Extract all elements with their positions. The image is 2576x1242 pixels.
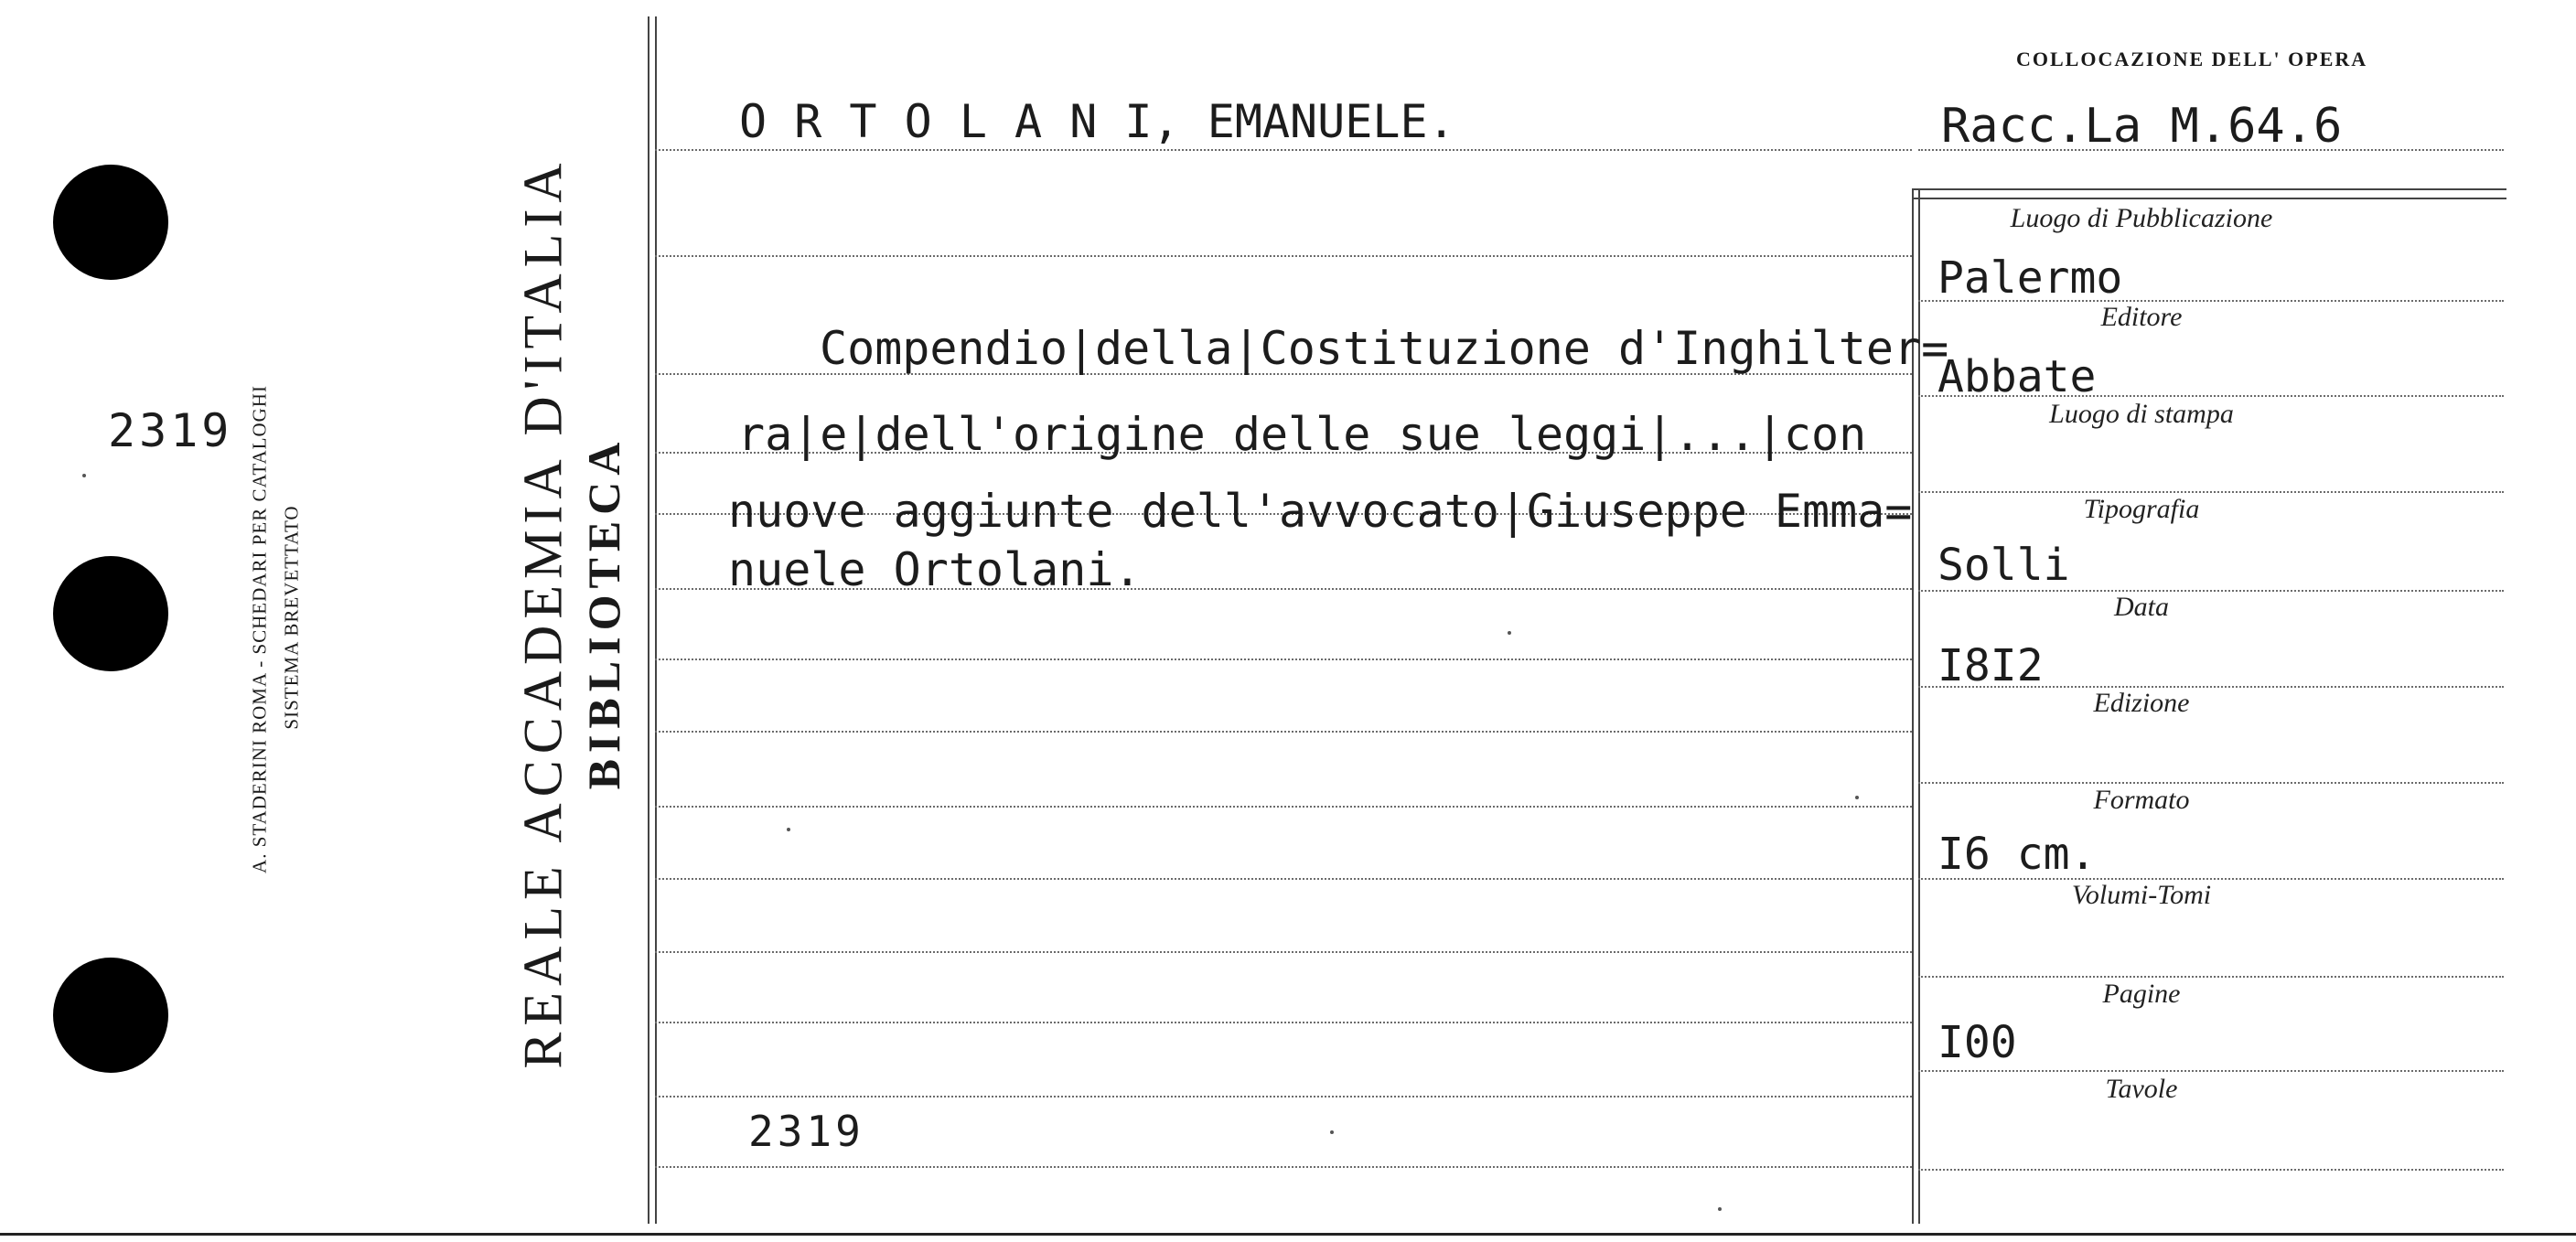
- ruled-line: [655, 878, 1912, 880]
- paper-speck: [1718, 1207, 1722, 1211]
- field-line: [1918, 782, 2504, 784]
- punch-hole-middle: [53, 556, 168, 671]
- field-label-tipografia: Tipografia: [2083, 494, 2200, 524]
- box-top-rule-inner: [1912, 198, 2506, 199]
- field-label-data: Data: [2114, 592, 2169, 622]
- field-label-edizione: Edizione: [2093, 688, 2190, 718]
- field-value-pagine: I00: [1937, 1017, 2017, 1068]
- field-value-tipografia: Solli: [1937, 540, 2070, 591]
- field-line: [1918, 1070, 2504, 1072]
- printer-imprint-line1: A. STADERINI ROMA - SCHEDARI PER CATALOGHI: [248, 385, 271, 873]
- field-value-data: I8I2: [1937, 640, 2044, 691]
- field-label-luogo-pubblicazione: Luogo di Pubblicazione: [2010, 203, 2273, 233]
- field-value-formato: I6 cm.: [1937, 829, 2097, 880]
- title-line-3: nuove aggiunte dell'avvocato|Giuseppe Emma=: [728, 485, 1913, 538]
- ruled-line: [655, 255, 1912, 257]
- title-line-4: nuele Ortolani.: [728, 543, 1142, 596]
- field-label-formato: Formato: [2093, 785, 2190, 815]
- field-value-luogo-pubblicazione: Palermo: [1937, 252, 2123, 304]
- card-bottom-edge: [0, 1233, 2576, 1236]
- title-line-1: Compendio|della|Costituzione d'Inghilter=: [820, 322, 1949, 375]
- ruled-line: [655, 806, 1912, 808]
- ruled-line: [655, 658, 1912, 660]
- printer-imprint-line2: SISTEMA BREVETTATO: [280, 505, 303, 730]
- card-number-left: 2319: [108, 404, 233, 457]
- ruled-line: [655, 951, 1912, 953]
- field-line: [1918, 1169, 2504, 1171]
- field-value-editore: Abbate: [1937, 351, 2097, 402]
- main-rule-right: [655, 16, 657, 1224]
- paper-speck: [787, 828, 790, 831]
- paper-speck: [82, 474, 86, 477]
- author-heading: O R T O L A N I, EMANUELE.: [739, 95, 1455, 148]
- field-label-volumi-tomi: Volumi-Tomi: [2071, 880, 2212, 910]
- punch-hole-top: [53, 165, 168, 280]
- collocazione-header: COLLOCAZIONE DELL' OPERA: [2016, 48, 2368, 70]
- ruled-line: [655, 1022, 1912, 1023]
- card-number-bottom: 2319: [748, 1107, 864, 1156]
- shelfmark: Racc.La M.64.6: [1941, 99, 2343, 154]
- main-rule-left: [648, 16, 649, 1224]
- field-label-tavole: Tavole: [2105, 1074, 2178, 1104]
- field-line: [1918, 976, 2504, 978]
- field-label-pagine: Pagine: [2102, 979, 2181, 1009]
- ruled-line: [655, 731, 1912, 733]
- field-line: [1918, 491, 2504, 493]
- institution-library: BIBLIOTECA: [578, 435, 629, 790]
- paper-speck: [1508, 631, 1511, 635]
- institution-name: REALE ACCADEMIA D'ITALIA: [512, 156, 574, 1069]
- ruled-line: [655, 1096, 1912, 1097]
- field-label-editore: Editore: [2100, 302, 2183, 332]
- punch-hole-bottom: [53, 958, 168, 1073]
- paper-speck: [1330, 1130, 1334, 1134]
- field-label-luogo-stampa: Luogo di stampa: [2049, 399, 2234, 429]
- paper-speck: [1855, 796, 1859, 799]
- ruled-line: [655, 149, 1912, 151]
- box-top-rule: [1912, 188, 2506, 190]
- title-line-2: ra|e|dell'origine delle sue leggi|...|con: [737, 408, 1867, 461]
- ruled-line: [655, 1166, 1912, 1168]
